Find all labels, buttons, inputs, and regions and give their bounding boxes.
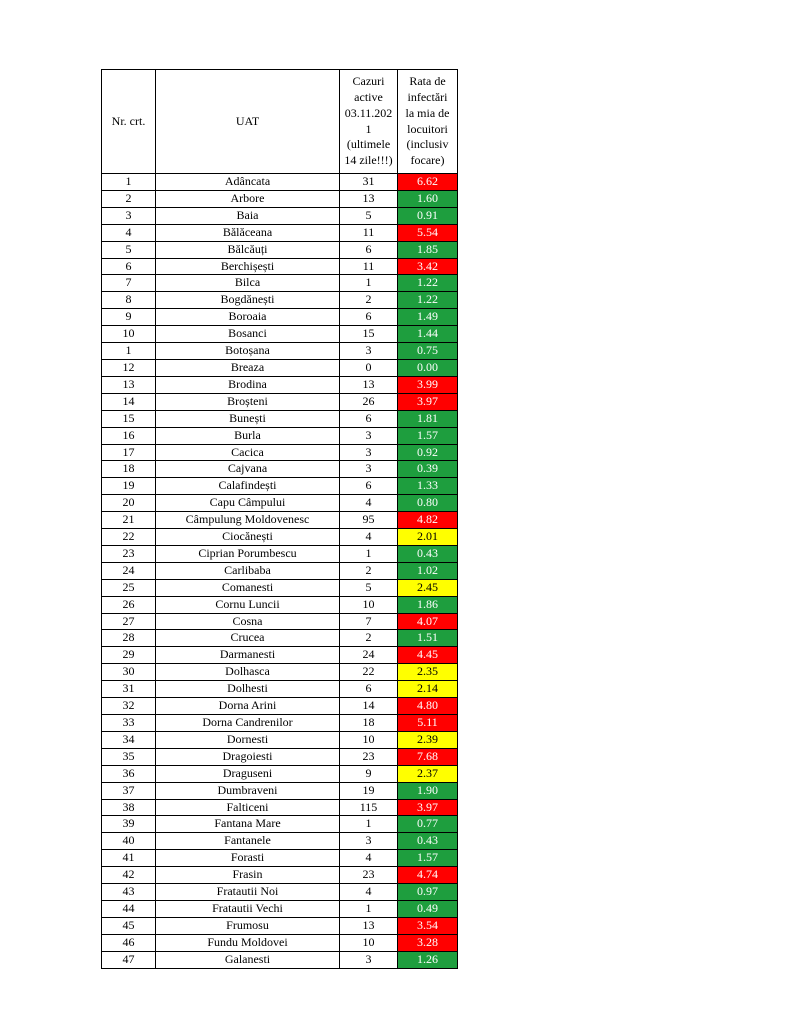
cell-nr: 1 bbox=[102, 343, 156, 360]
cell-rate: 2.39 bbox=[398, 731, 458, 748]
cell-cases: 6 bbox=[340, 410, 398, 427]
table-row bbox=[102, 934, 458, 951]
table-row bbox=[102, 461, 458, 478]
cell-rate: 1.26 bbox=[398, 951, 458, 968]
cell-uat: Berchișești bbox=[156, 258, 340, 275]
cell-rate: 5.54 bbox=[398, 224, 458, 241]
table-row bbox=[102, 782, 458, 799]
cell-rate: 6.62 bbox=[398, 174, 458, 191]
cell-cases: 3 bbox=[340, 427, 398, 444]
cell-rate: 0.77 bbox=[398, 816, 458, 833]
cell-cases: 4 bbox=[340, 884, 398, 901]
header-cases-line: 03.11.202 bbox=[344, 105, 393, 120]
cell-uat: Adâncata bbox=[156, 174, 340, 191]
table-row bbox=[102, 850, 458, 867]
cell-cases: 10 bbox=[340, 934, 398, 951]
table-row bbox=[102, 698, 458, 715]
cell-cases: 2 bbox=[340, 630, 398, 647]
header-rate-line: locuitori bbox=[407, 121, 448, 136]
cell-cases: 3 bbox=[340, 444, 398, 461]
cell-nr: 32 bbox=[102, 698, 156, 715]
cell-nr: 46 bbox=[102, 934, 156, 951]
cell-uat: Bosanci bbox=[156, 326, 340, 343]
cell-nr: 7 bbox=[102, 275, 156, 292]
cell-nr: 10 bbox=[102, 326, 156, 343]
infection-rate-table bbox=[101, 69, 458, 969]
cell-rate: 1.81 bbox=[398, 410, 458, 427]
table-row bbox=[102, 664, 458, 681]
cell-cases: 23 bbox=[340, 748, 398, 765]
cell-uat: Capu Câmpului bbox=[156, 495, 340, 512]
cell-nr: 28 bbox=[102, 630, 156, 647]
cell-cases: 3 bbox=[340, 833, 398, 850]
cell-rate: 3.99 bbox=[398, 376, 458, 393]
cell-rate: 0.92 bbox=[398, 444, 458, 461]
cell-uat: Bogdănești bbox=[156, 292, 340, 309]
cell-nr: 13 bbox=[102, 376, 156, 393]
cell-rate: 4.07 bbox=[398, 613, 458, 630]
cell-rate: 3.42 bbox=[398, 258, 458, 275]
cell-uat: Fratautii Vechi bbox=[156, 900, 340, 917]
cell-rate: 1.44 bbox=[398, 326, 458, 343]
cell-cases: 10 bbox=[340, 596, 398, 613]
cell-cases: 3 bbox=[340, 951, 398, 968]
cell-uat: Fantana Mare bbox=[156, 816, 340, 833]
cell-uat: Broșteni bbox=[156, 393, 340, 410]
cell-nr: 45 bbox=[102, 917, 156, 934]
cell-uat: Darmanesti bbox=[156, 647, 340, 664]
cell-cases: 5 bbox=[340, 579, 398, 596]
table-row bbox=[102, 799, 458, 816]
cell-cases: 13 bbox=[340, 190, 398, 207]
cell-nr: 25 bbox=[102, 579, 156, 596]
cell-rate: 1.22 bbox=[398, 275, 458, 292]
table-row bbox=[102, 343, 458, 360]
cell-cases: 14 bbox=[340, 698, 398, 715]
cell-nr: 4 bbox=[102, 224, 156, 241]
table-row bbox=[102, 410, 458, 427]
cell-uat: Botoșana bbox=[156, 343, 340, 360]
cell-rate: 2.45 bbox=[398, 579, 458, 596]
cell-nr: 16 bbox=[102, 427, 156, 444]
cell-rate: 0.00 bbox=[398, 359, 458, 376]
table-row bbox=[102, 393, 458, 410]
table-row bbox=[102, 630, 458, 647]
table-row bbox=[102, 562, 458, 579]
cell-nr: 24 bbox=[102, 562, 156, 579]
cell-uat: Burla bbox=[156, 427, 340, 444]
cell-cases: 4 bbox=[340, 529, 398, 546]
cell-uat: Dumbraveni bbox=[156, 782, 340, 799]
header-row bbox=[102, 70, 458, 174]
cell-uat: Dornesti bbox=[156, 731, 340, 748]
cell-cases: 7 bbox=[340, 613, 398, 630]
header-rate-line: la mia de bbox=[405, 105, 450, 120]
cell-rate: 4.45 bbox=[398, 647, 458, 664]
cell-uat: Dolhasca bbox=[156, 664, 340, 681]
header-rate-line: Rata de bbox=[409, 73, 446, 88]
cell-uat: Breaza bbox=[156, 359, 340, 376]
cell-cases: 26 bbox=[340, 393, 398, 410]
cell-nr: 1 bbox=[102, 174, 156, 191]
cell-cases: 95 bbox=[340, 512, 398, 529]
cell-cases: 2 bbox=[340, 292, 398, 309]
infection-rate-table-container bbox=[101, 69, 458, 969]
cell-nr: 27 bbox=[102, 613, 156, 630]
cell-nr: 30 bbox=[102, 664, 156, 681]
cell-nr: 41 bbox=[102, 850, 156, 867]
cell-cases: 4 bbox=[340, 495, 398, 512]
cell-rate: 1.86 bbox=[398, 596, 458, 613]
cell-uat: Comanesti bbox=[156, 579, 340, 596]
cell-nr: 17 bbox=[102, 444, 156, 461]
cell-nr: 6 bbox=[102, 258, 156, 275]
cell-cases: 1 bbox=[340, 545, 398, 562]
header-uat: UAT bbox=[156, 70, 340, 174]
table-row bbox=[102, 715, 458, 732]
table-row bbox=[102, 833, 458, 850]
cell-nr: 9 bbox=[102, 309, 156, 326]
cell-uat: Fundu Moldovei bbox=[156, 934, 340, 951]
header-cases-line: (ultimele bbox=[346, 137, 391, 152]
cell-rate: 1.57 bbox=[398, 427, 458, 444]
header-rate-line: (inclusiv bbox=[406, 137, 449, 152]
table-row bbox=[102, 309, 458, 326]
cell-uat: Cajvana bbox=[156, 461, 340, 478]
cell-nr: 14 bbox=[102, 393, 156, 410]
table-row bbox=[102, 190, 458, 207]
table-row bbox=[102, 596, 458, 613]
cell-cases: 6 bbox=[340, 309, 398, 326]
cell-cases: 6 bbox=[340, 241, 398, 258]
cell-rate: 1.22 bbox=[398, 292, 458, 309]
table-row bbox=[102, 174, 458, 191]
cell-uat: Crucea bbox=[156, 630, 340, 647]
cell-nr: 8 bbox=[102, 292, 156, 309]
cell-cases: 18 bbox=[340, 715, 398, 732]
cell-cases: 1 bbox=[340, 816, 398, 833]
cell-nr: 29 bbox=[102, 647, 156, 664]
cell-uat: Dorna Candrenilor bbox=[156, 715, 340, 732]
table-row bbox=[102, 900, 458, 917]
cell-nr: 40 bbox=[102, 833, 156, 850]
table-row bbox=[102, 951, 458, 968]
header-rate-line: infectări bbox=[407, 89, 448, 104]
header-cases-line: 14 zile!!!) bbox=[344, 153, 393, 168]
cell-nr: 31 bbox=[102, 681, 156, 698]
cell-rate: 1.85 bbox=[398, 241, 458, 258]
cell-uat: Câmpulung Moldovenesc bbox=[156, 512, 340, 529]
cell-nr: 5 bbox=[102, 241, 156, 258]
cell-cases: 0 bbox=[340, 359, 398, 376]
header-cases-line: Cazuri bbox=[352, 73, 385, 88]
cell-uat: Frumosu bbox=[156, 917, 340, 934]
cell-cases: 1 bbox=[340, 275, 398, 292]
cell-rate: 2.01 bbox=[398, 529, 458, 546]
table-row bbox=[102, 224, 458, 241]
cell-cases: 11 bbox=[340, 224, 398, 241]
cell-cases: 6 bbox=[340, 478, 398, 495]
cell-cases: 1 bbox=[340, 900, 398, 917]
table-row bbox=[102, 917, 458, 934]
table-body bbox=[102, 174, 458, 969]
table-row bbox=[102, 731, 458, 748]
cell-uat: Fratautii Noi bbox=[156, 884, 340, 901]
cell-rate: 5.11 bbox=[398, 715, 458, 732]
table-row bbox=[102, 545, 458, 562]
cell-cases: 13 bbox=[340, 376, 398, 393]
cell-cases: 13 bbox=[340, 917, 398, 934]
cell-rate: 1.33 bbox=[398, 478, 458, 495]
cell-nr: 43 bbox=[102, 884, 156, 901]
cell-uat: Falticeni bbox=[156, 799, 340, 816]
cell-rate: 3.54 bbox=[398, 917, 458, 934]
table-row bbox=[102, 326, 458, 343]
table-row bbox=[102, 258, 458, 275]
cell-cases: 3 bbox=[340, 461, 398, 478]
cell-rate: 4.74 bbox=[398, 867, 458, 884]
table-row bbox=[102, 681, 458, 698]
cell-cases: 3 bbox=[340, 343, 398, 360]
table-row bbox=[102, 292, 458, 309]
table-row bbox=[102, 478, 458, 495]
cell-cases: 6 bbox=[340, 681, 398, 698]
cell-rate: 2.35 bbox=[398, 664, 458, 681]
cell-rate: 3.97 bbox=[398, 799, 458, 816]
cell-uat: Cosna bbox=[156, 613, 340, 630]
cell-uat: Carlibaba bbox=[156, 562, 340, 579]
cell-nr: 35 bbox=[102, 748, 156, 765]
table-row bbox=[102, 748, 458, 765]
cell-uat: Bunești bbox=[156, 410, 340, 427]
cell-rate: 7.68 bbox=[398, 748, 458, 765]
table-row bbox=[102, 867, 458, 884]
table-row bbox=[102, 512, 458, 529]
cell-uat: Boroaia bbox=[156, 309, 340, 326]
header-rate bbox=[398, 70, 458, 174]
cell-cases: 19 bbox=[340, 782, 398, 799]
cell-uat: Dolhesti bbox=[156, 681, 340, 698]
cell-rate: 4.80 bbox=[398, 698, 458, 715]
cell-nr: 38 bbox=[102, 799, 156, 816]
table-row bbox=[102, 241, 458, 258]
cell-nr: 3 bbox=[102, 207, 156, 224]
table-row bbox=[102, 765, 458, 782]
table-row bbox=[102, 579, 458, 596]
header-rate-line: focare) bbox=[410, 153, 445, 168]
cell-nr: 33 bbox=[102, 715, 156, 732]
cell-rate: 2.14 bbox=[398, 681, 458, 698]
cell-uat: Fantanele bbox=[156, 833, 340, 850]
cell-uat: Bălcăuți bbox=[156, 241, 340, 258]
cell-nr: 23 bbox=[102, 545, 156, 562]
cell-cases: 4 bbox=[340, 850, 398, 867]
table-row bbox=[102, 613, 458, 630]
cell-uat: Bălăceana bbox=[156, 224, 340, 241]
cell-rate: 1.90 bbox=[398, 782, 458, 799]
table-row bbox=[102, 376, 458, 393]
table-row bbox=[102, 207, 458, 224]
cell-nr: 12 bbox=[102, 359, 156, 376]
cell-uat: Cornu Luncii bbox=[156, 596, 340, 613]
cell-uat: Frasin bbox=[156, 867, 340, 884]
cell-uat: Draguseni bbox=[156, 765, 340, 782]
cell-uat: Dorna Arini bbox=[156, 698, 340, 715]
table-row bbox=[102, 495, 458, 512]
cell-cases: 9 bbox=[340, 765, 398, 782]
cell-nr: 47 bbox=[102, 951, 156, 968]
cell-rate: 1.02 bbox=[398, 562, 458, 579]
cell-uat: Arbore bbox=[156, 190, 340, 207]
cell-rate: 3.97 bbox=[398, 393, 458, 410]
table-row bbox=[102, 359, 458, 376]
cell-uat: Ciocănești bbox=[156, 529, 340, 546]
cell-cases: 22 bbox=[340, 664, 398, 681]
header-nr: Nr. crt. bbox=[102, 70, 156, 174]
cell-uat: Cacica bbox=[156, 444, 340, 461]
cell-cases: 11 bbox=[340, 258, 398, 275]
table-row bbox=[102, 275, 458, 292]
cell-cases: 24 bbox=[340, 647, 398, 664]
cell-rate: 4.82 bbox=[398, 512, 458, 529]
cell-uat: Bilca bbox=[156, 275, 340, 292]
cell-uat: Baia bbox=[156, 207, 340, 224]
cell-rate: 2.37 bbox=[398, 765, 458, 782]
cell-rate: 0.43 bbox=[398, 833, 458, 850]
cell-uat: Ciprian Porumbescu bbox=[156, 545, 340, 562]
cell-rate: 0.43 bbox=[398, 545, 458, 562]
cell-rate: 1.57 bbox=[398, 850, 458, 867]
cell-rate: 0.80 bbox=[398, 495, 458, 512]
cell-nr: 2 bbox=[102, 190, 156, 207]
cell-cases: 5 bbox=[340, 207, 398, 224]
cell-cases: 10 bbox=[340, 731, 398, 748]
cell-rate: 0.39 bbox=[398, 461, 458, 478]
table-row bbox=[102, 427, 458, 444]
cell-nr: 22 bbox=[102, 529, 156, 546]
cell-uat: Calafindești bbox=[156, 478, 340, 495]
cell-rate: 1.51 bbox=[398, 630, 458, 647]
cell-cases: 115 bbox=[340, 799, 398, 816]
cell-rate: 1.60 bbox=[398, 190, 458, 207]
table-row bbox=[102, 647, 458, 664]
table-row bbox=[102, 529, 458, 546]
cell-cases: 15 bbox=[340, 326, 398, 343]
cell-uat: Brodina bbox=[156, 376, 340, 393]
cell-cases: 23 bbox=[340, 867, 398, 884]
cell-rate: 0.91 bbox=[398, 207, 458, 224]
cell-uat: Forasti bbox=[156, 850, 340, 867]
cell-nr: 42 bbox=[102, 867, 156, 884]
cell-nr: 26 bbox=[102, 596, 156, 613]
cell-nr: 18 bbox=[102, 461, 156, 478]
cell-nr: 44 bbox=[102, 900, 156, 917]
cell-cases: 2 bbox=[340, 562, 398, 579]
cell-nr: 19 bbox=[102, 478, 156, 495]
cell-rate: 0.49 bbox=[398, 900, 458, 917]
cell-uat: Dragoiesti bbox=[156, 748, 340, 765]
cell-nr: 37 bbox=[102, 782, 156, 799]
cell-cases: 31 bbox=[340, 174, 398, 191]
cell-nr: 15 bbox=[102, 410, 156, 427]
cell-nr: 34 bbox=[102, 731, 156, 748]
header-cases-line: active bbox=[354, 89, 383, 104]
table-row bbox=[102, 816, 458, 833]
header-cases-line: 1 bbox=[365, 121, 372, 136]
cell-rate: 0.97 bbox=[398, 884, 458, 901]
cell-nr: 20 bbox=[102, 495, 156, 512]
cell-rate: 3.28 bbox=[398, 934, 458, 951]
table-header bbox=[102, 70, 458, 174]
cell-rate: 1.49 bbox=[398, 309, 458, 326]
table-row bbox=[102, 884, 458, 901]
cell-nr: 21 bbox=[102, 512, 156, 529]
cell-nr: 39 bbox=[102, 816, 156, 833]
header-cases bbox=[340, 70, 398, 174]
cell-nr: 36 bbox=[102, 765, 156, 782]
table-row bbox=[102, 444, 458, 461]
cell-uat: Galanesti bbox=[156, 951, 340, 968]
cell-rate: 0.75 bbox=[398, 343, 458, 360]
